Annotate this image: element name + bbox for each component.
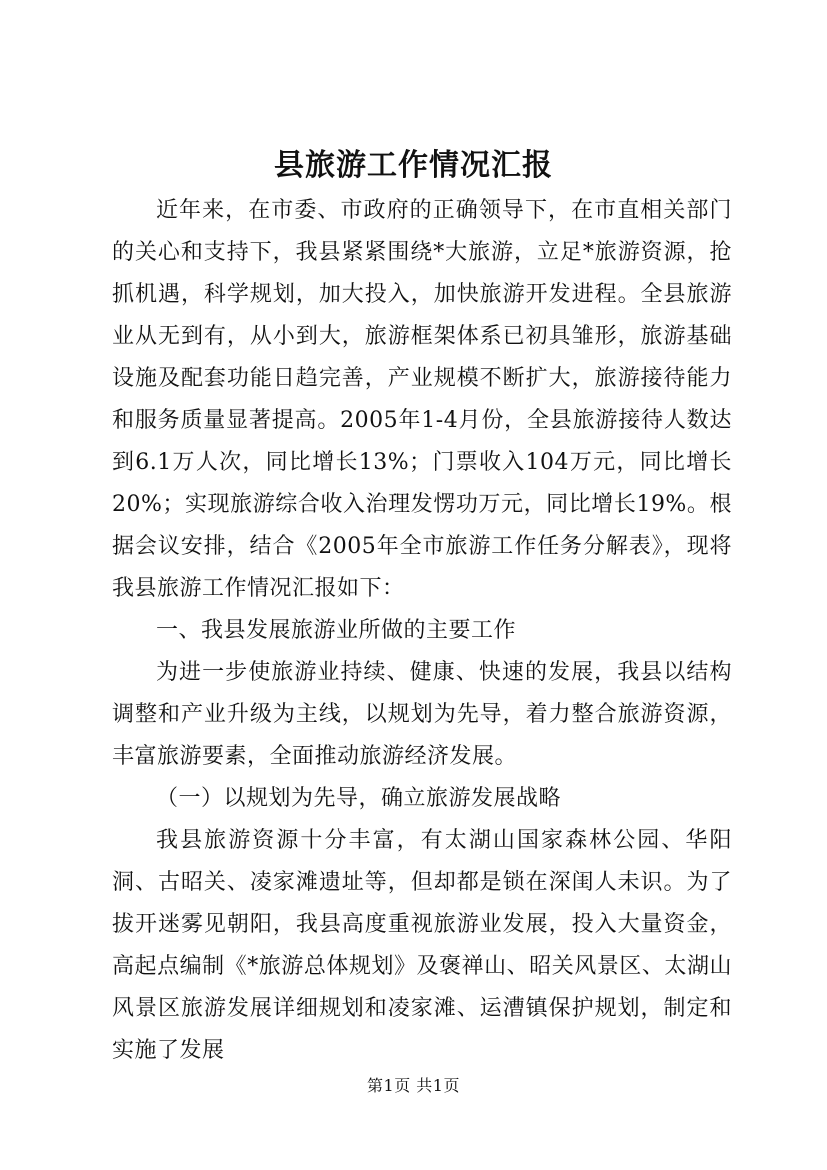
document-body bbox=[112, 190, 732, 1072]
section-1-paragraph: 为进一步使旅游业持续、健康、快速的发展，我县以结构调整和产业升级为主线，以规划为先导，着力整合旅游资源，丰富旅游要素，全面推动旅游经济发展。 bbox=[112, 660, 732, 769]
page-footer: 第1页 共1页 bbox=[367, 1076, 460, 1095]
subsection-heading-1: （一）以规划为先导，确立旅游发展战略 bbox=[156, 786, 562, 811]
intro-paragraph: 近年来，在市委、市政府的正确领导下，在市直相关部门的关心和支持下，我县紧紧围绕*大旅游，立足*旅游资源，抢抓机遇，科学规划，加大投入，加快旅游开发进程。全县旅游业从无到有，从小到大，旅游框架体系已初具雏形，旅游基础设施及配套功能日趋完善，产业规模不断扩大，旅游接待能力和服务质量显著提高。2005年1-4月份，全县旅游接待人数达到6.1万人次，同比增长13%；门票收入104万元，同比增长20%；实现旅游综合收入治理发愣功万元，同比增长19%。根据会议安排，结合《2005年全市旅游工作任务分解表》，现将我县旅游工作情况汇报如下： bbox=[112, 198, 732, 601]
subsection-1-paragraph: 我县旅游资源十分丰富，有太湖山国家森林公园、华阳洞、古昭关、凌家滩遗址等，但却都是锁在深闺人未识。为了拔开迷雾见朝阳，我县高度重视旅游业发展，投入大量资金，高起点编制《*旅游总体规划》及褒禅山、昭关风景区、太湖山风景区旅游发展详细规划和凌家滩、运漕镇保护规划，制定和实施了发展 bbox=[112, 828, 732, 1063]
section-heading-1: 一、我县发展旅游业所做的主要工作 bbox=[156, 618, 517, 643]
document-title: 县旅游工作情况汇报 bbox=[274, 148, 553, 183]
